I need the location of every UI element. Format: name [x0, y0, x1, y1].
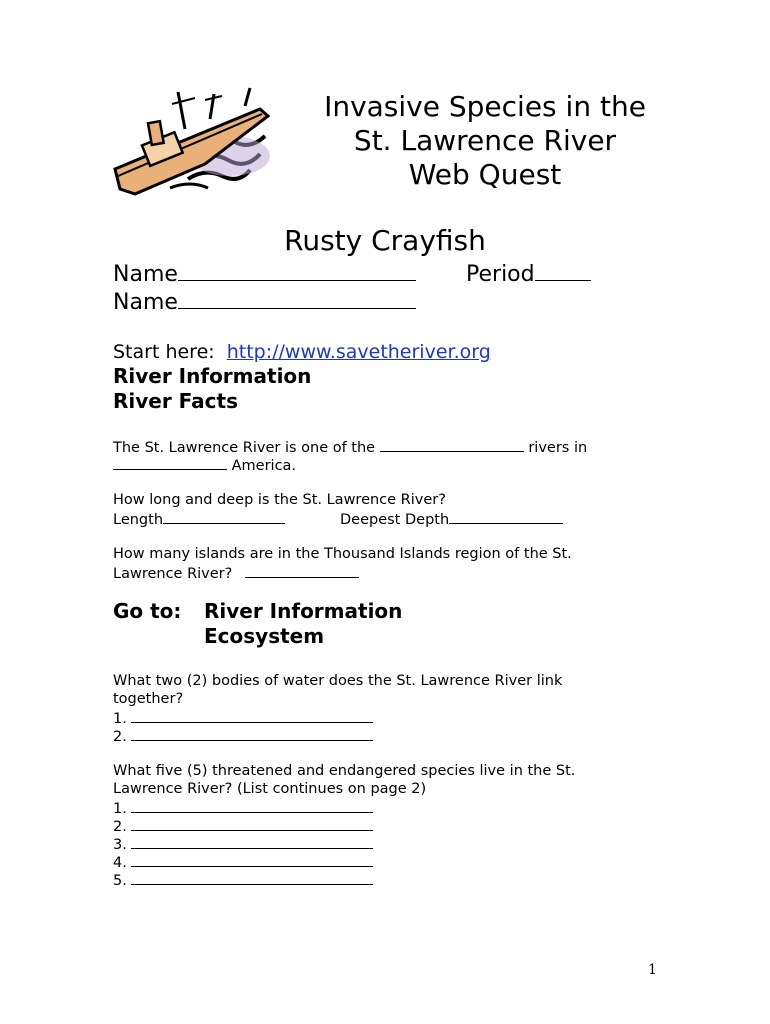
question-endangered-species: What five (5) threatened and endangered species live in the St.: [113, 763, 576, 779]
answer-line-item: 2.: [113, 816, 373, 836]
name-label: Name: [113, 262, 178, 287]
goto-river-information: River Information: [204, 599, 403, 623]
period-label: Period: [466, 262, 535, 287]
start-here-label: Start here:: [113, 341, 215, 363]
question-islands: How many islands are in the Thousand Islands region of the St.: [113, 546, 572, 562]
title-line-1: Invasive Species in the: [324, 90, 646, 123]
question-bodies-of-water-cont: together?: [113, 691, 184, 707]
period-blank[interactable]: [535, 260, 591, 281]
river-facts-heading: River Facts: [113, 389, 238, 413]
depth-blank[interactable]: [449, 509, 563, 524]
ship-clipart-image: [110, 84, 275, 204]
answer-line-item: 1.: [113, 798, 373, 818]
worksheet-title: [300, 90, 670, 192]
page-number: 1: [648, 962, 657, 978]
name-blank[interactable]: [178, 260, 416, 281]
name-label: Name: [113, 290, 178, 315]
name-blank[interactable]: [178, 288, 416, 309]
answer-blank[interactable]: [131, 834, 373, 849]
answer-line-item: 1.: [113, 708, 373, 728]
answer-line-item: 2.: [113, 726, 373, 746]
answer-blank[interactable]: [380, 437, 524, 452]
islands-blank[interactable]: [245, 563, 359, 578]
title-line-2: St. Lawrence River: [353, 124, 617, 157]
answer-blank[interactable]: [131, 852, 373, 867]
answer-line-item: 5.: [113, 870, 373, 890]
name-row-1: [113, 260, 416, 289]
answer-line-item: 4.: [113, 852, 373, 872]
question-bodies-of-water: What two (2) bodies of water does the St. Lawrence River link: [113, 673, 563, 689]
answer-blank[interactable]: [113, 455, 227, 470]
answer-blank[interactable]: [131, 816, 373, 831]
savetheriver-link[interactable]: http://www.savetheriver.org: [226, 341, 491, 363]
answer-line-item: 3.: [113, 834, 373, 854]
answer-blank[interactable]: [131, 870, 373, 885]
question-endangered-species-cont: Lawrence River? (List continues on page 2): [113, 781, 427, 797]
worksheet-subtitle: Rusty Crayfish: [284, 224, 486, 257]
answer-blank[interactable]: [131, 798, 373, 813]
answer-blank[interactable]: [131, 726, 373, 741]
start-here-row: [113, 340, 491, 364]
length-blank[interactable]: [163, 509, 285, 524]
question-river-rank-cont: America.: [113, 455, 296, 475]
period-row: [466, 260, 591, 289]
question-river-rank: The St. Lawrence River is one of the rivers in: [113, 437, 587, 457]
name-row-2: [113, 288, 416, 317]
river-information-heading: River Information: [113, 364, 312, 388]
length-row: Length: [113, 509, 285, 529]
question-islands-cont: Lawrence River?: [113, 563, 359, 583]
depth-row: Deepest Depth: [340, 509, 563, 529]
goto-ecosystem: Ecosystem: [204, 624, 325, 648]
title-line-3: Web Quest: [408, 158, 562, 191]
question-length-depth: How long and deep is the St. Lawrence River?: [113, 492, 446, 508]
answer-blank[interactable]: [131, 708, 373, 723]
goto-label: Go to:: [113, 599, 182, 623]
